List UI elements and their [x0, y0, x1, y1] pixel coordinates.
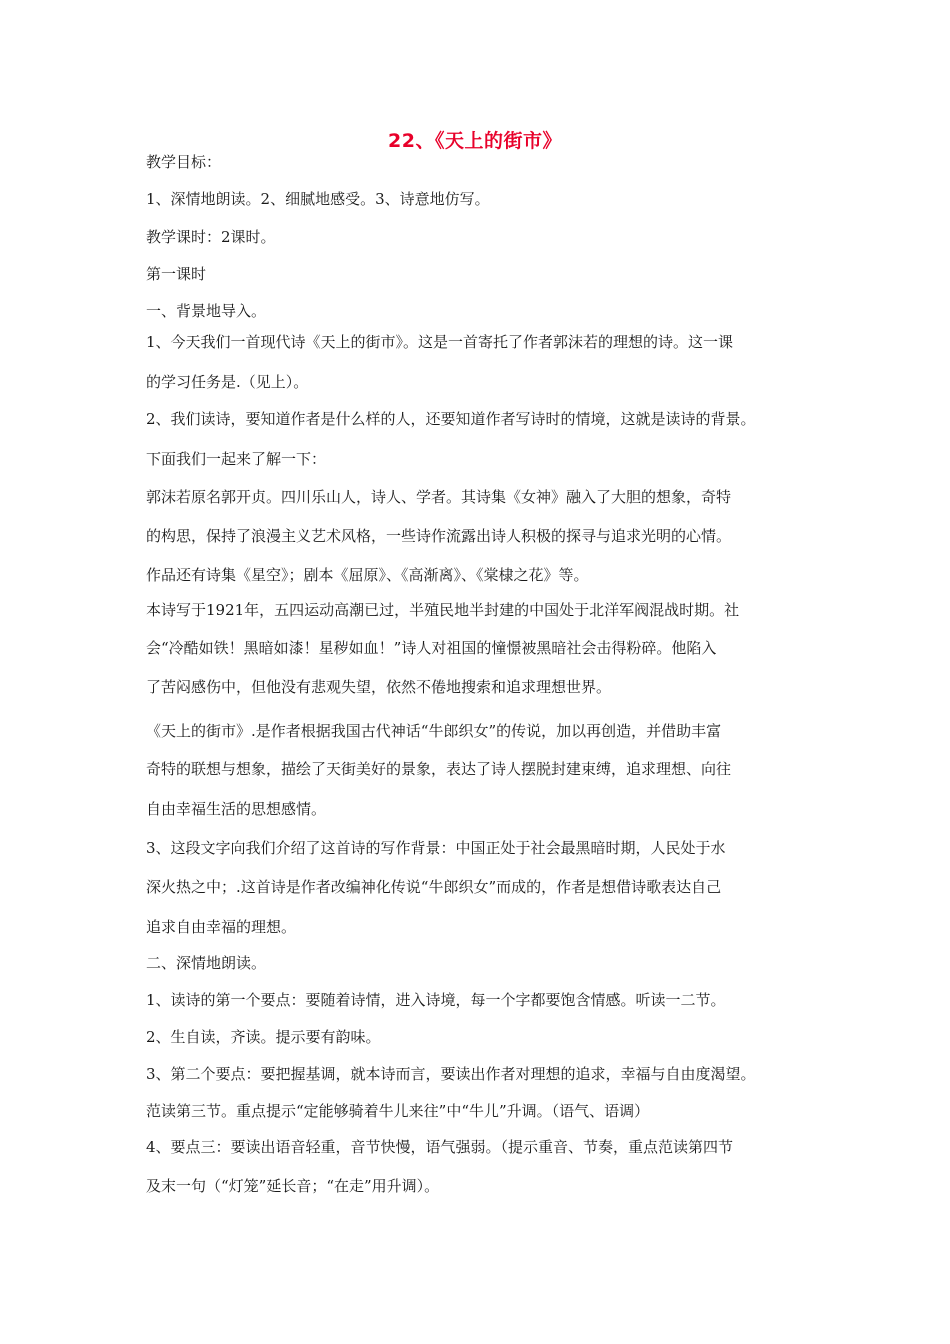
- text-line: 的学习任务是.（见上）。: [146, 373, 309, 391]
- text-line: 会“冷酷如铁！黑暗如漆！星秽如血！”诗人对祖国的憧憬被黑暗社会击得粉碎。他陷入: [146, 639, 717, 657]
- text-line: 了苦闷感伤中，但他没有悲观失望，依然不倦地搜索和追求理想世界。: [146, 678, 612, 696]
- text-line: 教学课时：2课时。: [146, 228, 276, 246]
- text-line: 深火热之中；.这首诗是作者改编神化传说“牛郎织女”而成的，作者是想借诗歌表达自己: [146, 878, 722, 896]
- text-line: 一、背景地导入。: [146, 302, 267, 320]
- text-line: 奇特的联想与想象，描绘了天街美好的景象，表达了诗人摆脱封建束缚，追求理想、向往: [146, 760, 732, 778]
- text-line: 本诗写于1921年，五四运动高潮已过，半殖民地半封建的中国处于北洋军阀混战时期。社: [146, 601, 740, 619]
- text-line: 作品还有诗集《星空》；剧本《屈原》、《高渐离》、《棠棣之花》等。: [146, 566, 589, 584]
- text-line: 《天上的街市》.是作者根据我国古代神话“牛郎织女”的传说，加以再创造，并借助丰富: [146, 722, 722, 740]
- text-line: 及末一句（“灯笼”延长音；“在走”用升调）。: [146, 1177, 440, 1195]
- text-line: 下面我们一起来了解一下：: [146, 450, 327, 468]
- text-line: 范读第三节。重点提示“定能够骑着牛儿来往”中“牛儿”升调。（语气、语调）: [146, 1102, 650, 1120]
- text-line: 第一课时: [146, 265, 207, 283]
- text-line: 1、今天我们一首现代诗《天上的街市》。这是一首寄托了作者郭沫若的理想的诗。这一课: [146, 333, 734, 351]
- text-line: 4、要点三：要读出语音轻重，音节快慢，语气强弱。（提示重音、节奏，重点范读第四节: [146, 1138, 734, 1156]
- text-line: 的构思，保持了浪漫主义艺术风格，一些诗作流露出诗人积极的探寻与追求光明的心情。: [146, 527, 732, 545]
- text-line: 1、深情地朗读。2、细腻地感受。3、诗意地仿写。: [146, 190, 490, 208]
- text-line: 追求自由幸福的理想。: [146, 918, 297, 936]
- document-title: 22、《天上的街市》: [388, 130, 562, 152]
- text-line: 2、我们读诗，要知道作者是什么样的人，还要知道作者写诗时的情境，这就是读诗的背景。: [146, 410, 756, 428]
- text-line: 二、深情地朗读。: [146, 954, 267, 972]
- text-line: 3、这段文字向我们介绍了这首诗的写作背景：中国正处于社会最黑暗时期，人民处于水: [146, 839, 726, 857]
- text-line: 2、生自读，齐读。提示要有韵味。: [146, 1028, 381, 1046]
- text-line: 1、读诗的第一个要点：要随着诗情，进入诗境，每一个字都要饱含情感。听读一二节。: [146, 991, 726, 1009]
- text-line: 3、第二个要点：要把握基调，就本诗而言，要读出作者对理想的追求，幸福与自由度渴望。: [146, 1065, 756, 1083]
- text-line: 郭沫若原名郭开贞。四川乐山人，诗人、学者。其诗集《女神》融入了大胆的想象，奇特: [146, 488, 732, 506]
- text-line: 自由幸福生活的思想感情。: [146, 800, 327, 818]
- text-line: 教学目标：: [146, 153, 222, 171]
